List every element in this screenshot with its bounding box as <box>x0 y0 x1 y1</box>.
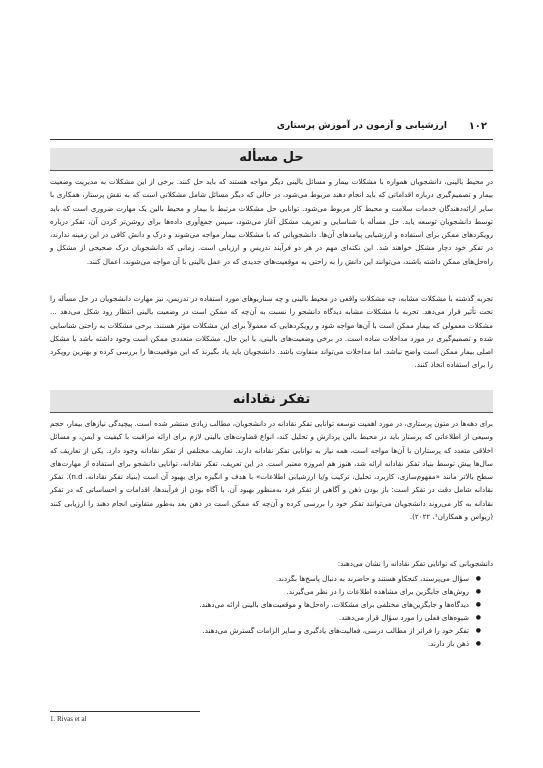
footnote: 1. Rivas et al <box>50 715 87 723</box>
section-heading-bar <box>50 148 493 171</box>
bullet-list <box>50 572 493 651</box>
list-item: ● شیوه‌های فعلی را مورد سؤال قرار می‌دهند. <box>50 611 493 624</box>
paragraph: برای دهه‌ها در متون پرستاری، در مورد اهمیت توسعه توانایی تفکر نقادانه در دانشجویان، مطالب زیادی منتشر شده است. پیچیدگی نیازهای بیمار، حجم وسیعی از اطلاعاتی که پرستار باید در محیط بالین پردازش و تحلیل کند، انواع قضاوت‌های بالینی لازم برای ارائه مراقبت با کیفیت و ایمن، و مسائل اخلاقی متعدد که پرستاران با آن‌ها مواجه است، همه نیاز به توانایی تفکر نقادانه دارند. تعاریف مختلفی از تفکر نقادانه وجود دارد. یکی از تعاریف که سال‌ها پیش توسط بنیاد تفکر نقادانه ارائه شد، هنوز هم امروزه معتبر است. در این تعریف، تفکر نقادانه، توانایی دانشجو برای استفاده از مهارت‌های سطح بالاتر مانند «مفهوم‌سازی، کاربرد، تحلیل، ترکیب و/یا ارزشیابی اطلاعات» با هدف و انگیزه برای بهبود آن است (بنیاد تفکر نقادانه، n.d). تفکر نقادانه شامل دقت در تفکر است: باز بودن ذهن و آگاهی از تفکر فرد به‌منظور بهبود آن. با آگاه بودن از فرآیندها، اقدامات و احساساتی که در تفکر نقادانه به کار می‌روند دانشجویان می‌توانند تفکر خود را بررسی کرده و آن‌چه که ممکن است در ذهن بعد به‌طور متفاوتی انجام دهند را ارزیابی کنند (ریواس و همکاران¹، ۲۰۲۲). <box>50 419 493 522</box>
list-item: ● ذهن باز دارند. <box>50 637 493 650</box>
header-rule <box>50 139 493 140</box>
running-header <box>50 120 493 136</box>
paragraph: دانشجویانی که توانایی تفکر نقادانه را نشان می‌دهند: <box>337 559 493 568</box>
list-item: ● سؤال می‌پرسند، کنجکاو هستند و حاضرند به دنبال پاسخ‌ها بگردند. <box>50 572 493 585</box>
page-number: ۱۰۲ <box>468 121 487 132</box>
list-item: ● روش‌های جایگزین برای مشاهده اطلاعات را در نظر می‌گیرند. <box>50 585 493 598</box>
section-heading-bar <box>50 390 493 413</box>
section-title: تفکر نقادانه <box>232 392 311 407</box>
paragraph: تجربه گذشته با مشکلات مشابه، چه مشکلات واقعی در محیط بالینی و چه سناریوهای مورد استفاده در تدریس، نیز مهارت دانشجویان در حل مسأله را تحت تأثیر قرار می‌دهد. تجربه با مشکلات مشابه دیدگاه دانشجو را نسبت به آن‌چه که ممکن است در وضعیت بالینی انتظار رود شکل می‌دهد ... مشکلات معمولی که بیمار ممکن است با آن‌ها مواجه شود و رویکردهایی که معمولاً برای این مشکلات مؤثر هستند. برخی مشکلات به راحتی شناسایی شده و تصمیم‌گیری در مورد مداخلات ساده است. در برخی وضعیت‌های بالینی، با این حال، مشکلات متعددی ممکن است وجود داشته باشد یا مشکل اصلی بیمار ممکن است واضح نباشد. اما مداخلات می‌تواند متفاوت باشد. دانشجویان باید یاد بگیرند که این موقعیت‌ها را بررسی کرده و بهترین رویکرد را برای استفاده اتخاذ کنند. <box>50 294 493 370</box>
running-title: ارزشیابی و آزمون در آموزش پرستاری <box>276 121 447 131</box>
footnote-rule <box>50 711 200 712</box>
section-title: حل مسأله <box>239 150 304 165</box>
paragraph: در محیط بالینی، دانشجویان همواره با مشکلات بیمار و مسائل بالینی دیگر مواجه هستند که باید حل کنند. برخی از این مشکلات به مدیریت وضعیت بیمار و تصمیم‌گیری درباره اقداماتی که باید انجام دهند مربوط می‌شود، در حالی که دیگر مسائل شامل مشکلاتی است که به نقش پرستار، همکاری با سایر ارائه‌دهندگان خدمات سلامت و محیط کار مربوط می‌شود. توانایی حل مشکلات مرتبط با بیمار و محیط بالین یک مهارت ضروری است که باید توسط دانشجویان توسعه یابد. حل مسأله با شناسایی و تعریف مشکل آغاز می‌شود، سپس جمع‌آوری داده‌ها برای روشن‌تر کردن آن، تفکر درباره رویکردهای ممکن برای استفاده و ارزشیابی پیامدهای آن‌ها. دانشجویانی که با مشکلات بیمار مواجه می‌شوند و درک و دانش کافی در این زمینه ندارند، در تفکر خود دچار مشکل خواهند شد. این نکته‌ای مهم در هر دو فرآیند تدریس و ارزیابی است. زمانی که دانشجویان درک صحیحی از مشکل و راه‌حل‌های ممکن داشته باشند، می‌توانند این دانش را به راحتی به موقعیت‌های جدیدی که در عمل بالینی با آن مواجه می‌شوند، اعمال کنند. <box>50 177 493 266</box>
list-item: ● تفکر خود را فراتر از مطالب درسی، فعالیت‌های یادگیری و سایر الزامات گسترش می‌دهند. <box>50 624 493 637</box>
list-item: ● دیدگاه‌ها و جایگزین‌های مختلفی برای مشکلات، راه‌حل‌ها و موقعیت‌های بالینی ارائه می‌دهند. <box>50 598 493 611</box>
